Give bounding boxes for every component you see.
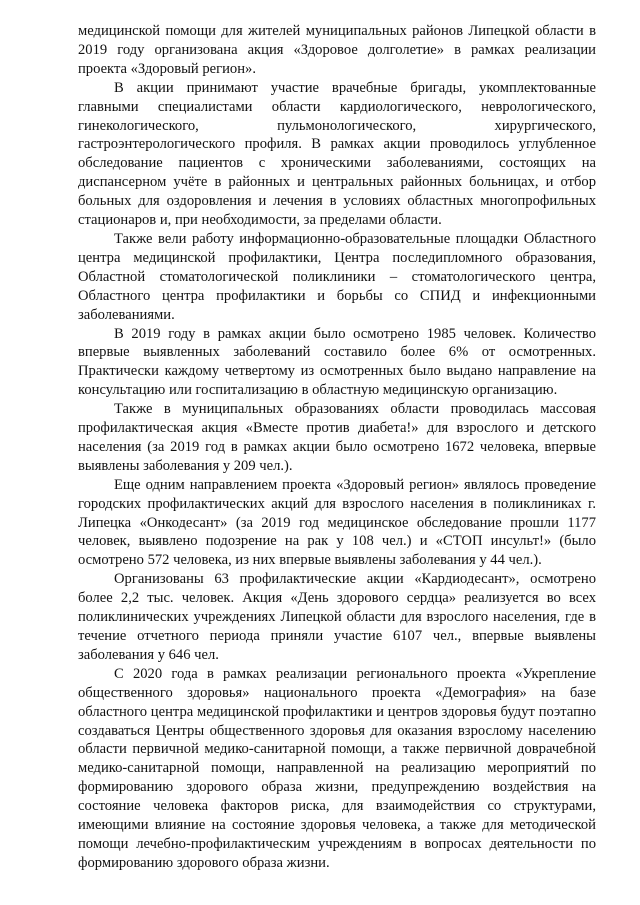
paragraph-2019-results: В 2019 году в рамках акции было осмотрено 1985 человек. Количество впервые выявленных заболеваний составило более 6% от осмотренных. Практически каждому четвертому из осмотренных было выдано направление на консультацию или госпитализацию в областную медицинскую организацию. — [78, 325, 596, 399]
paragraph-education-sites: Также вели работу информационно-образовательные площадки Областного центра медицинской профилактики, Центра последипломного образования, Областной стоматологической поликлиники – стоматологического центра, Областного центра профилактики и борьбы со СПИД и инфекционными заболеваниями. — [78, 230, 596, 323]
paragraph-cardio-campaigns: Организованы 63 профилактические акции «Кардиодесант», осмотрено более 2,2 тыс. человек. Акция «День здорового сердца» реализуется во всех поликлинических учреждениях Липецкой области для взрослого населения, где в течение отчетного периода приняли участие 6107 чел., впервые выявлены заболевания у 646 чел. — [78, 571, 596, 663]
document-page — [78, 22, 596, 873]
paragraph-diabetes-campaign: Также в муниципальных образованиях области проводилась массовая профилактическая акция «Вместе против диабета!» для взрослого и детского населения (за 2019 год в рамках акции было осмотрено 1672 человека, впервые выявлены заболевания у 209 чел.). — [78, 401, 596, 474]
paragraph-continuation: медицинской помощи для жителей муниципальных районов Липецкой области в 2019 году организована акция «Здоровое долголетие» в рамках реализации проекта «Здоровый регион». — [78, 23, 596, 77]
paragraph-brigades: В акции принимают участие врачебные бригады, укомплектованные главными специалистами области кардиологического, неврологического, гинекологического, пульмонологического, хирургического, гастроэнтерологического профиля. В рамках акции проводилось углубленное обследование пациентов с хроническими заболеваниями, состоящих на диспансерном учёте в районных и центральных районных больницах, и отбор больных для оздоровления и лечения в условиях областных многопрофильных стационаров и, при необходимости, за пределами области. — [78, 79, 596, 229]
paragraph-2020-plans: С 2020 года в рамках реализации регионального проекта «Укрепление общественного здоровья» национального проекта «Демография» на базе областного центра медицинской профилактики и центров здоровья будут поэтапно создаваться Центры общественного здоровья для оказания взрослому населению области первичной медико-санитарной помощи, а также первичной доврачебной медико-санитарной помощи, направленной на реализацию мероприятий по формированию здорового образа жизни, предупреждению воздействия на состояние человека факторов риска, для взаимодействия со структурами, имеющими влияние на состояние здоровья человека, а также для методической помощи лечебно-профилактическим учреждениям в вопросах деятельности по формированию здорового образа жизни. — [78, 665, 596, 871]
paragraph-city-campaigns: Еще одним направлением проекта «Здоровый регион» являлось проведение городских профилактических акций для взрослого населения в поликлиниках г. Липецка «Онкодесант» (за 2019 год медицинское обследование прошли 1177 человек, выявлено подозрение на рак у 108 чел.) и «СТОП инсульт!» (было осмотрено 572 человека, из них впервые выявлены заболевания у 44 чел.). — [78, 476, 596, 569]
